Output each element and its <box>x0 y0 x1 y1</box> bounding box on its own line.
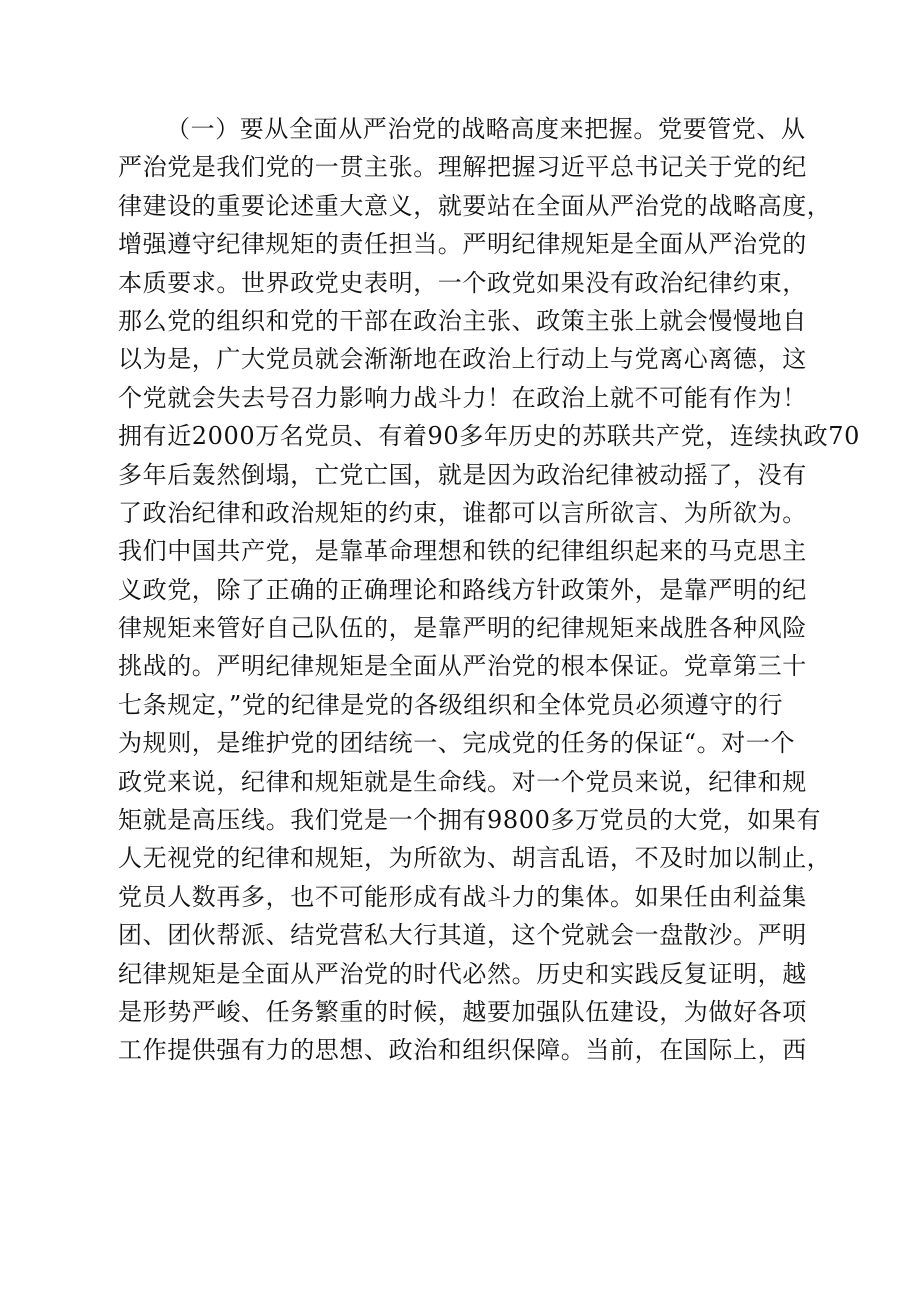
text-line: 纪律规矩是全面从严治党的时代必然。历史和实践反复证明，越 <box>118 959 807 988</box>
text-line: 那么党的组织和党的干部在政治主张、政策主张上就会慢慢地自 <box>118 306 807 335</box>
text-line: 义政党，除了正确的正确理论和路线方针政策外，是靠严明的纪 <box>118 575 807 604</box>
text-line: 拥有近2000万名党员、有着90多年历史的苏联共产党，连续执政70 <box>118 422 860 451</box>
text-line: 以为是，广大党员就会渐渐地在政治上行动上与党离心离德，这 <box>118 345 807 374</box>
text-line: 个党就会失去号召力影响力战斗力！在政治上就不可能有作为！ <box>118 383 807 412</box>
text-line: 团、团伙帮派、结党营私大行其道，这个党就会一盘散沙。严明 <box>118 921 807 950</box>
text-line: 矩就是高压线。我们党是一个拥有9800多万党员的大党，如果有 <box>118 806 822 835</box>
text-line: 律建设的重要论述重大意义，就要站在全面从严治党的战略高度， <box>118 191 832 220</box>
body-paragraph <box>118 110 860 1070</box>
text-line: 律规矩来管好自己队伍的，是靠严明的纪律规矩来战胜各种风险 <box>118 614 807 643</box>
text-line: 严治党是我们党的一贯主张。理解把握习近平总书记关于党的纪 <box>118 153 807 182</box>
text-line: 挑战的。严明纪律规矩是全面从严治党的根本保证。党章第三十 <box>118 652 807 681</box>
text-line: 工作提供强有力的思想、政治和组织保障。当前，在国际上，西 <box>118 1036 807 1065</box>
text-line: 政党来说，纪律和规矩就是生命线。对一个党员来说，纪律和规 <box>118 767 807 796</box>
text-line: 人无视党的纪律和规矩，为所欲为、胡言乱语，不及时加以制止， <box>118 844 832 873</box>
text-line: 了政治纪律和政治规矩的约束，谁都可以言所欲言、为所欲为。 <box>118 498 807 527</box>
text-line: 我们中国共产党，是靠革命理想和铁的纪律组织起来的马克思主 <box>118 537 807 566</box>
text-line: 党员人数再多，也不可能形成有战斗力的集体。如果任由利益集 <box>118 882 807 911</box>
text-line: 七条规定，”党的纪律是党的各级组织和全体党员必须遵守的行 <box>118 690 784 719</box>
text-line: 增强遵守纪律规矩的责任担当。严明纪律规矩是全面从严治党的 <box>118 230 807 259</box>
text-line: （一）要从全面从严治党的战略高度来把握。党要管党、从 <box>166 115 806 143</box>
text-line: 为规则，是维护党的团结统一、完成党的任务的保证“。对一个 <box>118 729 796 758</box>
text-line: 多年后轰然倒塌，亡党亡国，就是因为政治纪律被动摇了，没有 <box>118 460 807 489</box>
text-line: 是形势严峻、任务繁重的时候，越要加强队伍建设，为做好各项 <box>118 997 807 1026</box>
text-line: 本质要求。世界政党史表明，一个政党如果没有政治纪律约束， <box>118 268 807 297</box>
